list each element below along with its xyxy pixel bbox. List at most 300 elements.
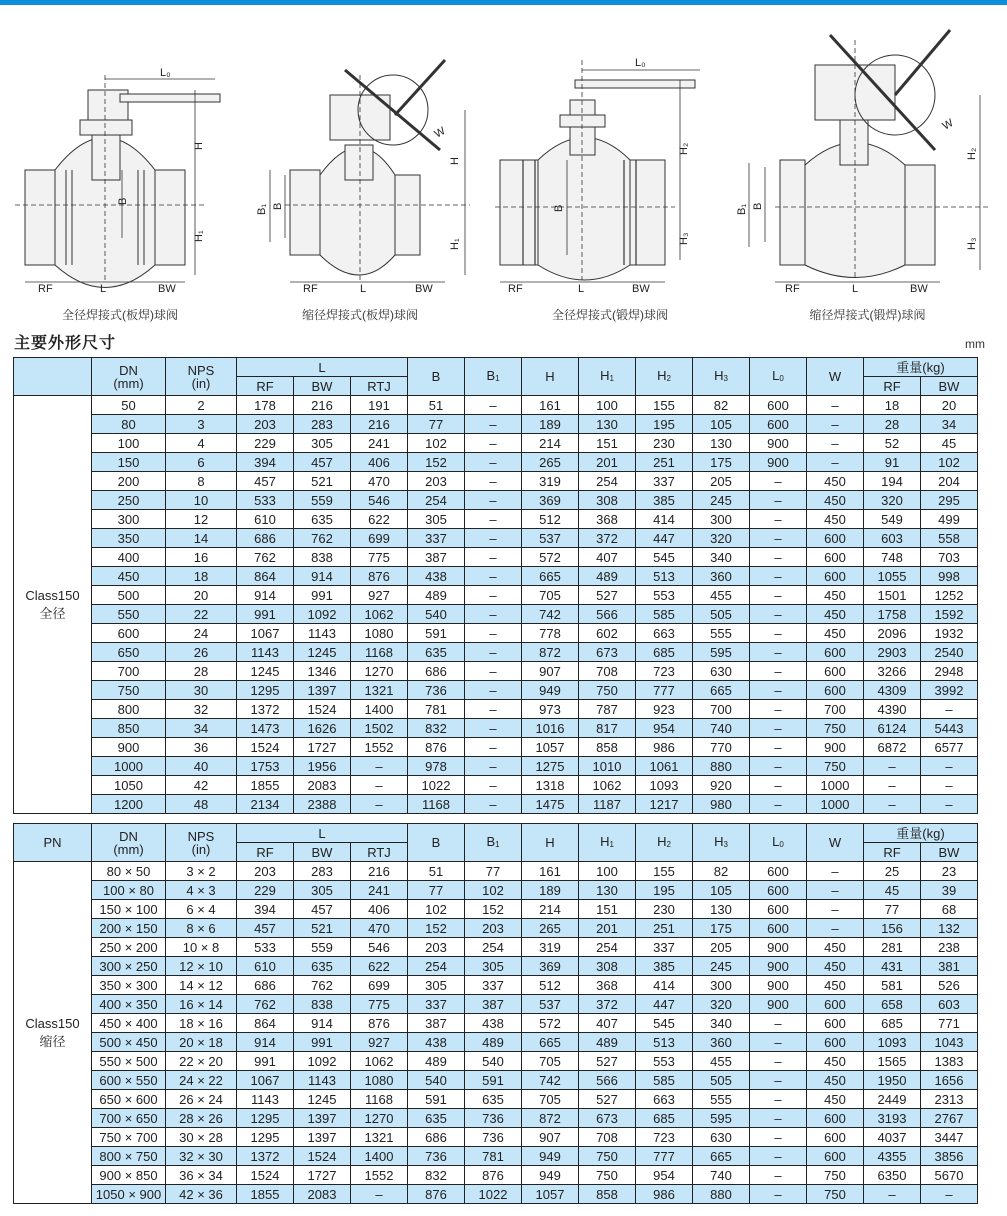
table-cell: 973 [522,700,579,719]
table-cell: 686 [237,529,294,548]
table-row [14,976,978,995]
table-cell: 40 [166,757,237,776]
table-cell: 635 [408,1109,465,1128]
table-cell: 205 [693,938,750,957]
drawing-full-bore-forged [490,20,730,325]
table-cell: 372 [579,529,636,548]
table-cell: 559 [294,491,351,510]
table-cell: – [351,1185,408,1204]
table-cell: – [465,434,522,453]
table-cell: – [750,776,807,795]
table-cell: 742 [522,605,579,624]
table-cell: – [465,776,522,795]
table-cell: 527 [579,1052,636,1071]
table-cell: 600 [750,919,807,938]
valve-lever-icon [490,20,730,310]
table-cell: – [465,586,522,605]
table-cell: 771 [921,1014,978,1033]
header-h1: $H_1$ [579,824,636,862]
table-cell: 105 [693,415,750,434]
table-cell: 512 [522,976,579,995]
table-cell: 500 × 450 [92,1033,166,1052]
table-cell: 130 [579,415,636,434]
table-cell: 1010 [579,757,636,776]
table-cell: 489 [465,1033,522,1052]
table-body [14,862,978,1204]
table-cell: 1400 [351,1147,408,1166]
table-row [14,1071,978,1090]
table-row [14,472,978,491]
table-cell: 25 [864,862,921,881]
table-row [14,586,978,605]
table-cell: 1062 [579,776,636,795]
table-cell: – [750,1128,807,1147]
table-cell: – [750,738,807,757]
table-cell: 900 [92,738,166,757]
table-cell: 600 [750,396,807,415]
table-cell: 686 [408,1128,465,1147]
table-cell: 22 × 20 [166,1052,237,1071]
table-cell: 1295 [237,1128,294,1147]
table-cell: 750 [807,757,864,776]
table-cell: 2083 [294,1185,351,1204]
table-cell: 920 [693,776,750,795]
table-cell: 1372 [237,1147,294,1166]
table-cell: 455 [693,586,750,605]
table-cell: 581 [864,976,921,995]
table-cell: 23 [921,862,978,881]
table-cell: 414 [636,510,693,529]
svg-text:H: H [193,142,205,150]
table-cell: 20 × 18 [166,1033,237,1052]
pressure-class: Class150 [25,587,80,603]
table-cell: 923 [636,700,693,719]
table-cell: 600 [750,415,807,434]
table-cell: 100 × 80 [92,881,166,900]
table-cell: 686 [408,662,465,681]
table-cell: – [750,586,807,605]
table-cell: 686 [237,976,294,995]
table-cell: 1000 [807,776,864,795]
header-dn: DN (mm) [92,824,166,862]
table-cell: – [750,1185,807,1204]
table-row [14,1033,978,1052]
table-cell: 1050 × 900 [92,1185,166,1204]
table-cell: 1270 [351,662,408,681]
table-cell: – [750,567,807,586]
pressure-class-label [14,862,92,1204]
svg-text:RF: RF [785,283,800,295]
table-cell: 665 [522,1033,579,1052]
table-cell: 238 [921,938,978,957]
table-cell: 102 [465,881,522,900]
table-cell: 2388 [294,795,351,814]
svg-text:B₁: B₁ [256,203,268,215]
table-cell: 36 × 34 [166,1166,237,1185]
svg-text:W: W [432,125,448,141]
svg-text:L: L [360,283,367,295]
table-cell: 265 [522,453,579,472]
table-cell: 203 [237,415,294,434]
table-cell: 6350 [864,1166,921,1185]
header-l-rtj: RTJ [351,377,408,396]
table-cell: – [465,548,522,567]
svg-text:W: W [940,117,956,133]
table-cell: 2096 [864,624,921,643]
table-cell: 572 [522,1014,579,1033]
table-cell: – [750,643,807,662]
table-cell: 635 [294,957,351,976]
table-cell: 385 [636,491,693,510]
table-cell: 22 [166,605,237,624]
table-cell: 406 [351,453,408,472]
table-cell: – [807,900,864,919]
drawing-reduced-bore-plate-welded [245,20,475,325]
table-cell: 1252 [921,586,978,605]
table-cell: 42 × 36 [166,1185,237,1204]
table-cell: 30 [166,681,237,700]
table-cell: – [921,700,978,719]
table-cell: – [807,453,864,472]
table-cell: 1092 [294,605,351,624]
table-cell: – [864,1185,921,1204]
table-cell: 949 [522,681,579,700]
table-row [14,1185,978,1204]
table-cell: – [465,662,522,681]
table-cell: 1143 [237,643,294,662]
table-cell: 4355 [864,1147,921,1166]
drawing-full-bore-plate-welded [10,20,230,325]
table-cell: 591 [408,624,465,643]
table-cell: 876 [351,1014,408,1033]
table-cell: – [750,605,807,624]
table-cell: 991 [237,1052,294,1071]
table-cell: 585 [636,1071,693,1090]
table-cell: 900 [750,938,807,957]
header-b: B [408,358,465,396]
table-cell: 77 [864,900,921,919]
table-cell: 2948 [921,662,978,681]
table-cell: 265 [522,919,579,938]
table-cell: 723 [636,1128,693,1147]
table-cell: 1855 [237,1185,294,1204]
table-cell: 876 [351,567,408,586]
table-cell: 537 [522,529,579,548]
table-cell: 949 [522,1147,579,1166]
valve-lever-icon [10,20,230,310]
table-cell: 189 [522,415,579,434]
table-cell: 750 [579,1147,636,1166]
table-cell: 600 [750,862,807,881]
table-cell: 489 [408,586,465,605]
table-cell: – [750,700,807,719]
pressure-class: Class150 [25,1015,80,1031]
table-cell: 658 [864,995,921,1014]
table-cell: 250 [92,491,166,510]
table-cell: 762 [294,529,351,548]
table-cell: 980 [693,795,750,814]
table-cell: 665 [522,567,579,586]
table-cell: 1950 [864,1071,921,1090]
table-row [14,643,978,662]
table-row [14,919,978,938]
table-cell: 762 [237,548,294,567]
table-cell: 305 [408,510,465,529]
header-nps: NPS (in) [166,824,237,862]
table-cell: 229 [237,434,294,453]
table-cell: 1524 [237,738,294,757]
table-cell: 216 [351,415,408,434]
top-accent-bar [0,0,1007,5]
svg-text:B: B [272,202,284,210]
table-cell: – [465,491,522,510]
table-row [14,719,978,738]
table-cell: 385 [636,957,693,976]
table-cell: 320 [693,529,750,548]
table-cell: 320 [693,995,750,1014]
table-cell: 1022 [465,1185,522,1204]
table-cell: 954 [636,1166,693,1185]
table-cell: 305 [408,976,465,995]
table-cell: 1855 [237,776,294,795]
table-cell: – [921,1185,978,1204]
svg-text:H₁: H₁ [449,238,461,250]
table-row [14,1128,978,1147]
table-cell: 455 [693,1052,750,1071]
table-row [14,776,978,795]
table-cell: 305 [294,881,351,900]
table-cell: 663 [636,1090,693,1109]
header-h1: $H_1$ [579,358,636,396]
table-cell: 32 × 30 [166,1147,237,1166]
table-cell: 407 [579,548,636,567]
table-cell: 450 [807,605,864,624]
table-cell: 152 [465,900,522,919]
svg-text:L: L [100,283,107,295]
table-cell: – [921,795,978,814]
table-cell: – [750,1090,807,1109]
table-cell: 3266 [864,662,921,681]
table-cell: 1062 [351,605,408,624]
table-cell: 151 [579,434,636,453]
table-cell: 600 [807,662,864,681]
table-cell: 838 [294,995,351,1014]
table-cell: 251 [636,453,693,472]
table-cell: 800 [92,700,166,719]
table-cell: 1727 [294,738,351,757]
table-cell: 762 [237,995,294,1014]
table-cell: 42 [166,776,237,795]
table-cell: 770 [693,738,750,757]
table-cell: 450 × 400 [92,1014,166,1033]
svg-text:H₂: H₂ [678,142,690,155]
table-cell: 4390 [864,700,921,719]
table-cell: 907 [522,1128,579,1147]
table-cell: 254 [408,491,465,510]
table-cell: 505 [693,605,750,624]
table-cell: 748 [864,548,921,567]
table-cell: 2 [166,396,237,415]
table-cell: 130 [579,881,636,900]
table-cell: – [864,795,921,814]
table-cell: 762 [294,976,351,995]
table-cell: 600 [807,643,864,662]
table-cell: 540 [465,1052,522,1071]
table-cell: 559 [294,938,351,957]
table-cell: 1502 [351,719,408,738]
header-weight: 重量(kg) [864,358,978,377]
table-cell: 550 × 500 [92,1052,166,1071]
table-cell: 387 [408,548,465,567]
table-cell: 470 [351,919,408,938]
table-cell: 1321 [351,681,408,700]
table-cell: 18 [166,567,237,586]
table-cell: 450 [807,491,864,510]
svg-text:B: B [553,204,565,212]
table-cell: 876 [465,1166,522,1185]
svg-text:BW: BW [415,283,433,295]
header-l-rtj: RTJ [351,843,408,862]
table-cell: 1932 [921,624,978,643]
table-cell: 214 [522,434,579,453]
table-cell: 832 [408,1166,465,1185]
table-cell: 876 [408,1185,465,1204]
table-cell: 775 [351,548,408,567]
table-cell: 600 [807,529,864,548]
table-cell: 200 [92,472,166,491]
header-h2: $H_2$ [636,824,693,862]
table-cell: 337 [408,995,465,1014]
table-cell: 152 [408,919,465,938]
header-l0: $L_0$ [750,358,807,396]
table-cell: 308 [579,957,636,976]
table-cell: 102 [408,900,465,919]
table-cell: 600 [807,1128,864,1147]
header-l-rf: RF [237,843,294,862]
table-cell: – [750,491,807,510]
table-cell: 991 [294,1033,351,1052]
table-cell: 740 [693,1166,750,1185]
table-cell: 635 [408,643,465,662]
table-cell: 540 [408,605,465,624]
table-cell: 673 [579,1109,636,1128]
table-cell: 14 [166,529,237,548]
table-cell: 457 [237,919,294,938]
table-row [14,881,978,900]
table-cell: 3447 [921,1128,978,1147]
table-cell: – [750,624,807,643]
table-cell: 205 [693,472,750,491]
table-row [14,396,978,415]
table-cell: 1656 [921,1071,978,1090]
table-cell: 533 [237,491,294,510]
table-cell: 566 [579,1071,636,1090]
table-cell: – [465,681,522,700]
table-cell: 603 [921,995,978,1014]
header-weight-rf: RF [864,843,921,862]
table-cell: 742 [522,1071,579,1090]
table-cell: 665 [693,1147,750,1166]
table-cell: 5670 [921,1166,978,1185]
table-cell: 740 [693,719,750,738]
table-cell: 527 [579,586,636,605]
table-cell: 175 [693,919,750,938]
table-cell: 545 [636,548,693,567]
table-cell: 319 [522,938,579,957]
table-cell: 1321 [351,1128,408,1147]
table-cell: 630 [693,1128,750,1147]
table-cell: 203 [408,938,465,957]
table-cell: 991 [294,586,351,605]
table-cell: 254 [465,938,522,957]
svg-text:BW: BW [910,283,928,295]
unit-label: mm [965,337,985,351]
table-row [14,795,978,814]
table-cell: 635 [294,510,351,529]
table-cell: 914 [294,1014,351,1033]
svg-text:B₁: B₁ [736,203,748,215]
table-cell: 1143 [294,1071,351,1090]
table-cell: 1245 [294,643,351,662]
table-cell: 527 [579,1090,636,1109]
table-cell: 450 [807,976,864,995]
header-weight: 重量(kg) [864,824,978,843]
table-cell: 254 [579,472,636,491]
table-cell: 1295 [237,1109,294,1128]
table-cell: 685 [636,643,693,662]
table-row [14,624,978,643]
table-cell: 1016 [522,719,579,738]
table-cell: 663 [636,624,693,643]
table-cell: 1067 [237,1071,294,1090]
table-cell: 394 [237,453,294,472]
table-cell: 986 [636,738,693,757]
table-cell: 1093 [864,1033,921,1052]
table-cell: 156 [864,919,921,938]
table-cell: 337 [465,976,522,995]
svg-text:RF: RF [303,283,318,295]
table-row [14,1052,978,1071]
table-cell: 489 [408,1052,465,1071]
table-cell: 372 [579,995,636,1014]
table-cell: – [864,757,921,776]
table-cell: 600 [750,900,807,919]
table-cell: 914 [237,1033,294,1052]
table-cell: 1061 [636,757,693,776]
svg-text:H: H [449,157,461,165]
table-cell: 600 [807,1014,864,1033]
table-cell: 572 [522,548,579,567]
table-cell: 540 [408,1071,465,1090]
table-cell: 48 [166,795,237,814]
table-cell: – [750,1109,807,1128]
table-cell: 736 [465,1128,522,1147]
table-cell: 778 [522,624,579,643]
table-cell: – [465,700,522,719]
table-cell: 450 [92,567,166,586]
table-cell: 558 [921,529,978,548]
table-row [14,605,978,624]
table-cell: 300 [92,510,166,529]
header-weight-bw: BW [921,843,978,862]
header-h2: $H_2$ [636,358,693,396]
table-cell: 705 [522,1090,579,1109]
table-cell: 591 [465,1071,522,1090]
table-cell: 1592 [921,605,978,624]
table-row [14,757,978,776]
table-cell: 800 × 750 [92,1147,166,1166]
table-cell: 152 [408,453,465,472]
